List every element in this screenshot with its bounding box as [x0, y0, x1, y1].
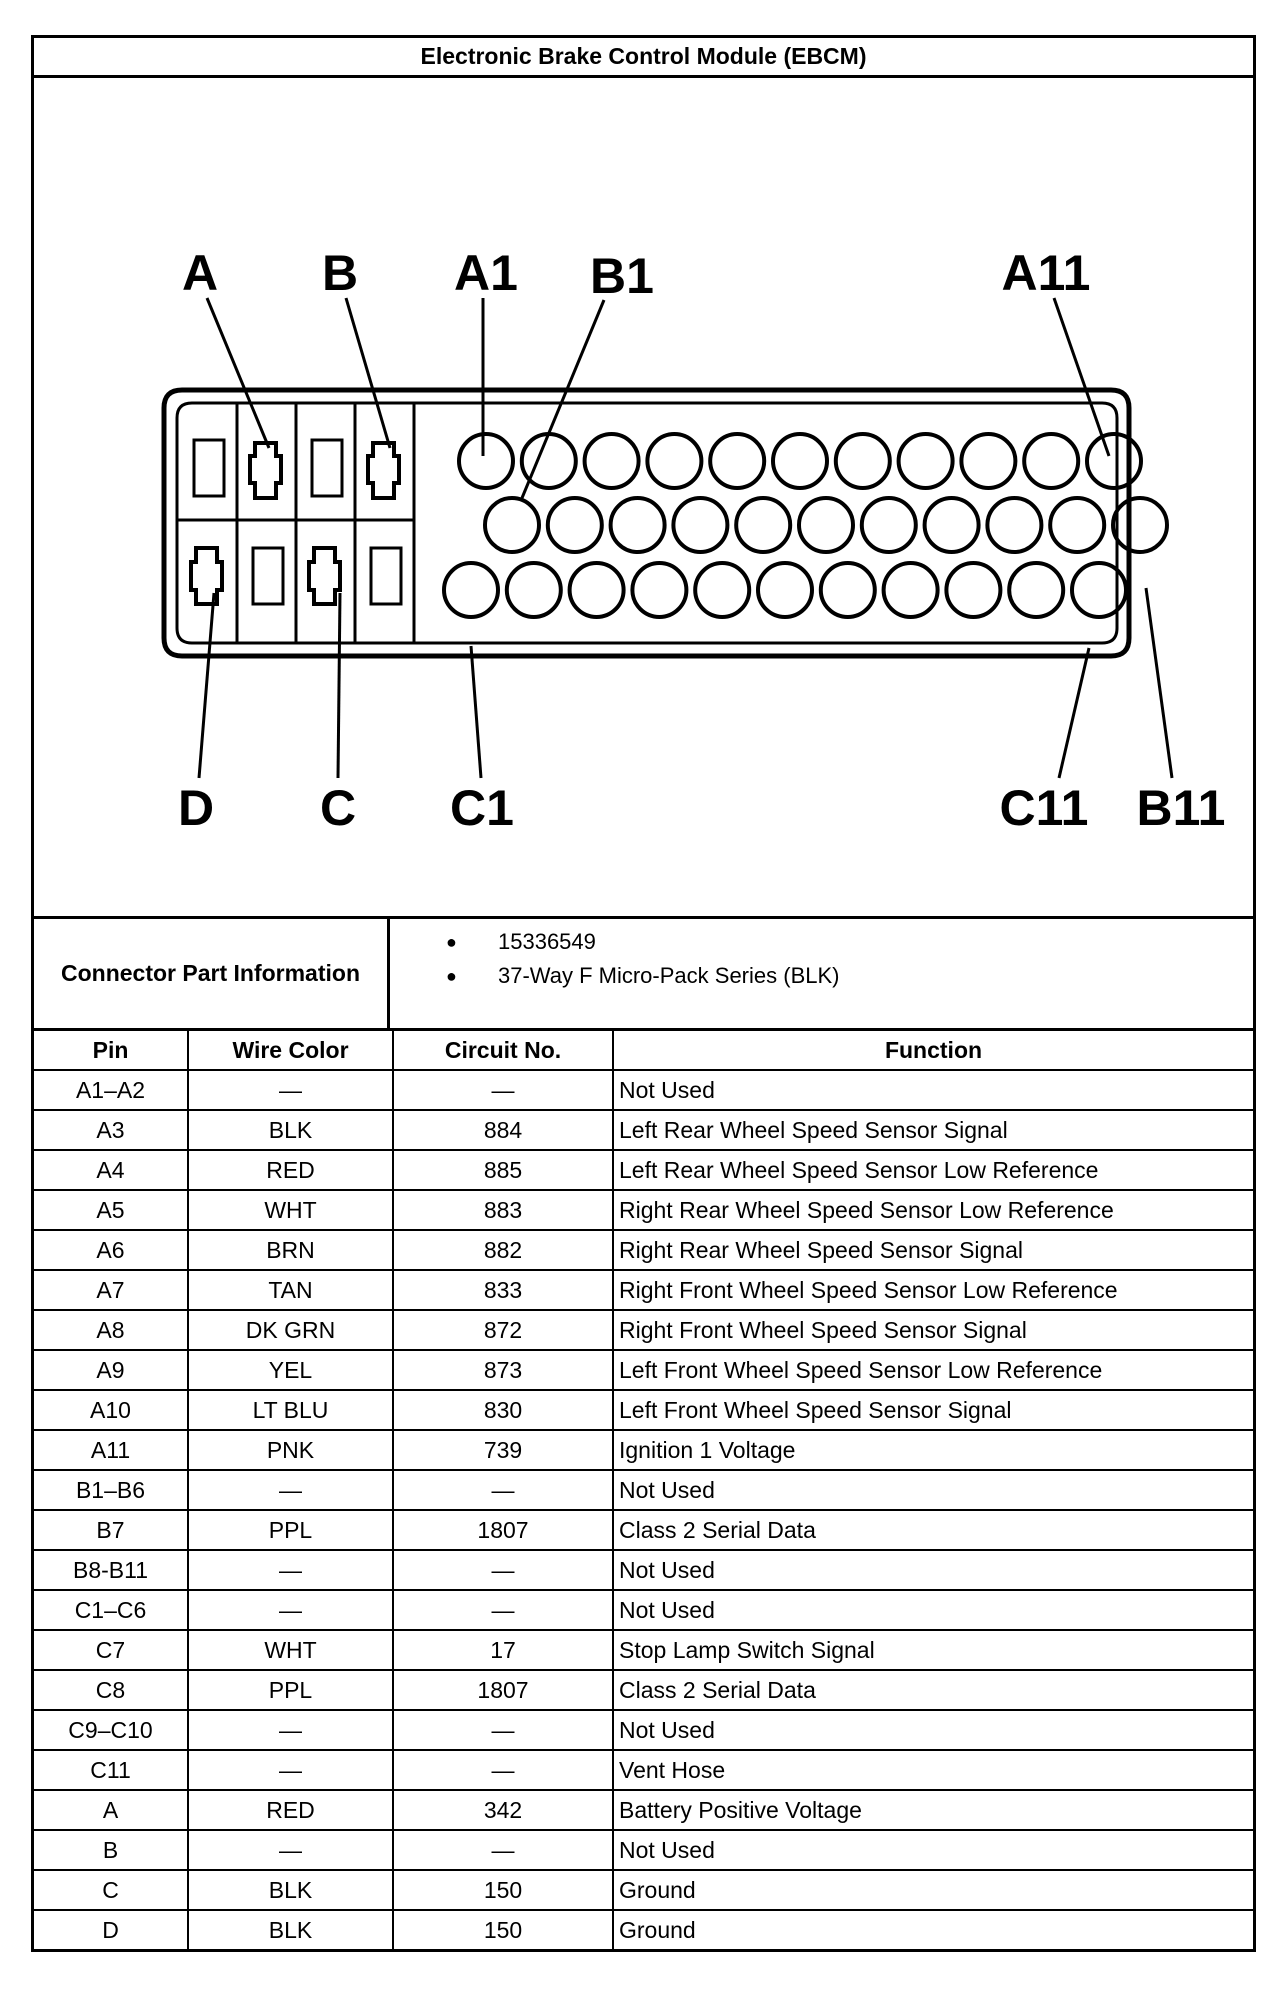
circuit-cell: 883 [393, 1190, 613, 1230]
pin-cavity [1009, 563, 1063, 617]
connector-diagram [34, 78, 1253, 916]
pin-cavity [695, 563, 749, 617]
table-row [34, 1430, 1253, 1470]
circuit-cell: — [393, 1470, 613, 1510]
pin-cell: C1–C6 [34, 1590, 188, 1630]
pin-cell: D [34, 1910, 188, 1949]
pin-cavity [485, 498, 539, 552]
wire-color-cell: WHT [188, 1190, 393, 1230]
callout-a: A [181, 245, 219, 301]
leader-c [338, 593, 340, 778]
table-row [34, 1150, 1253, 1190]
pin-cavity [773, 434, 827, 488]
function-cell: Class 2 Serial Data [613, 1510, 1253, 1550]
pin-cell: C7 [34, 1630, 188, 1670]
callout-a1: A1 [454, 245, 518, 301]
function-cell: Left Rear Wheel Speed Sensor Signal [613, 1110, 1253, 1150]
table-row [34, 1630, 1253, 1670]
pin-cell: A5 [34, 1190, 188, 1230]
leader-d [199, 593, 214, 778]
pin-cavity [925, 498, 979, 552]
pin-cavity [570, 563, 624, 617]
pin-cell: A [34, 1790, 188, 1830]
table-row [34, 1070, 1253, 1110]
pinout-table [34, 1031, 1253, 1949]
pin-cell: A3 [34, 1110, 188, 1150]
pin-cavity [961, 434, 1015, 488]
wire-color-cell: BLK [188, 1910, 393, 1949]
pin-cell: B1–B6 [34, 1470, 188, 1510]
pin-cavity [946, 563, 1000, 617]
circuit-cell: 342 [393, 1790, 613, 1830]
leader-b [346, 298, 390, 448]
table-row [34, 1350, 1253, 1390]
circuit-cell: — [393, 1550, 613, 1590]
table-row [34, 1710, 1253, 1750]
circuit-cell: 17 [393, 1630, 613, 1670]
function-cell: Not Used [613, 1470, 1253, 1510]
wire-color-cell: BLK [188, 1870, 393, 1910]
header-circuit-no: Circuit No. [393, 1031, 613, 1070]
wire-color-cell: — [188, 1750, 393, 1790]
table-row [34, 1550, 1253, 1590]
table-header-row [34, 1031, 1253, 1070]
pin-cavity [611, 498, 665, 552]
wire-color-cell: LT BLU [188, 1390, 393, 1430]
terminal-a [250, 443, 281, 498]
table-row [34, 1670, 1253, 1710]
terminal-d [191, 548, 222, 604]
leader-c1 [471, 646, 481, 778]
pin-cell: A8 [34, 1310, 188, 1350]
connector-part-information [34, 916, 1253, 1031]
wire-color-cell: PPL [188, 1670, 393, 1710]
table-row [34, 1750, 1253, 1790]
leader-b1 [522, 300, 604, 498]
function-cell: Right Front Wheel Speed Sensor Low Reference [613, 1270, 1253, 1310]
table-row [34, 1870, 1253, 1910]
circuit-cell: 884 [393, 1110, 613, 1150]
table-row [34, 1230, 1253, 1270]
pin-cavity [758, 563, 812, 617]
function-cell: Right Rear Wheel Speed Sensor Low Reference [613, 1190, 1253, 1230]
connector-series: 37-Way F Micro-Pack Series (BLK) [498, 963, 840, 988]
circuit-cell: 1807 [393, 1670, 613, 1710]
function-cell: Not Used [613, 1070, 1253, 1110]
circuit-cell: 882 [393, 1230, 613, 1270]
function-cell: Ignition 1 Voltage [613, 1430, 1253, 1470]
pin-cavity [799, 498, 853, 552]
table-row [34, 1390, 1253, 1430]
callout-b: B [321, 245, 359, 301]
pin-cavity [862, 498, 916, 552]
function-cell: Left Front Wheel Speed Sensor Low Reference [613, 1350, 1253, 1390]
pin-cell: A10 [34, 1390, 188, 1430]
wire-color-cell: BRN [188, 1230, 393, 1270]
pin-cell: A4 [34, 1150, 188, 1190]
table-row [34, 1510, 1253, 1550]
wire-color-cell: — [188, 1710, 393, 1750]
pin-cavity [1087, 434, 1141, 488]
table-row [34, 1830, 1253, 1870]
connector-info-item [390, 925, 839, 959]
callout-a11: A11 [1001, 245, 1091, 301]
wire-color-cell: — [188, 1590, 393, 1630]
callout-b11: B11 [1136, 780, 1226, 836]
callout-b1: B1 [590, 248, 654, 304]
wire-color-cell: BLK [188, 1110, 393, 1150]
function-cell: Battery Positive Voltage [613, 1790, 1253, 1830]
pin-cell: B [34, 1830, 188, 1870]
pin-cavity [507, 563, 561, 617]
function-cell: Right Rear Wheel Speed Sensor Signal [613, 1230, 1253, 1270]
function-cell: Not Used [613, 1830, 1253, 1870]
pin-cavity [821, 563, 875, 617]
circuit-cell: — [393, 1750, 613, 1790]
header-function: Function [613, 1031, 1253, 1070]
pin-cell: C8 [34, 1670, 188, 1710]
pin-cell: A1–A2 [34, 1070, 188, 1110]
table-row [34, 1470, 1253, 1510]
pin-cavity [548, 498, 602, 552]
pin-cavity [647, 434, 701, 488]
callout-c: C [319, 780, 357, 836]
pin-cell: B8-B11 [34, 1550, 188, 1590]
circuit-cell: 150 [393, 1870, 613, 1910]
wire-color-cell: PNK [188, 1430, 393, 1470]
circuit-cell: 150 [393, 1910, 613, 1949]
leader-c11 [1059, 648, 1089, 778]
function-cell: Right Front Wheel Speed Sensor Signal [613, 1310, 1253, 1350]
circuit-cell: 885 [393, 1150, 613, 1190]
table-row [34, 1790, 1253, 1830]
circuit-cell: 739 [393, 1430, 613, 1470]
pin-cell: A11 [34, 1430, 188, 1470]
header-wire-color: Wire Color [188, 1031, 393, 1070]
wire-color-cell: YEL [188, 1350, 393, 1390]
circuit-cell: 833 [393, 1270, 613, 1310]
function-cell: Ground [613, 1910, 1253, 1949]
pin-cell: A9 [34, 1350, 188, 1390]
pin-row-a [459, 434, 1141, 488]
table-row [34, 1910, 1253, 1949]
pin-cavity [673, 498, 727, 552]
function-cell: Not Used [613, 1550, 1253, 1590]
circuit-cell: — [393, 1070, 613, 1110]
pin-cavity [710, 434, 764, 488]
function-cell: Class 2 Serial Data [613, 1670, 1253, 1710]
pin-cell: A7 [34, 1270, 188, 1310]
pin-cavity [585, 434, 639, 488]
connector-info-item [390, 959, 839, 993]
circuit-cell: — [393, 1830, 613, 1870]
terminal-b [368, 443, 399, 498]
bullet-icon: ● [446, 932, 457, 952]
table-row [34, 1270, 1253, 1310]
terminal-c [309, 548, 340, 604]
circuit-cell: — [393, 1590, 613, 1630]
table-row [34, 1190, 1253, 1230]
wire-color-cell: — [188, 1070, 393, 1110]
function-cell: Not Used [613, 1710, 1253, 1750]
wire-color-cell: RED [188, 1150, 393, 1190]
pin-cavity [459, 434, 513, 488]
callout-c1: C1 [450, 780, 514, 836]
wire-color-cell: DK GRN [188, 1310, 393, 1350]
callout-c11: C11 [999, 780, 1089, 836]
sheet-title: Electronic Brake Control Module (EBCM) [34, 38, 1253, 78]
header-pin: Pin [34, 1031, 188, 1070]
wire-color-cell: TAN [188, 1270, 393, 1310]
pin-cavity [1113, 498, 1167, 552]
pin-row-b [485, 498, 1167, 552]
pin-cell: A6 [34, 1230, 188, 1270]
pin-cavity [899, 434, 953, 488]
function-cell: Left Rear Wheel Speed Sensor Low Reference [613, 1150, 1253, 1190]
pin-cavity [736, 498, 790, 552]
circuit-cell: 872 [393, 1310, 613, 1350]
function-cell: Left Front Wheel Speed Sensor Signal [613, 1390, 1253, 1430]
function-cell: Not Used [613, 1590, 1253, 1630]
table-row [34, 1110, 1253, 1150]
connector-face-drawing [34, 78, 1253, 916]
pin-cavity [1050, 498, 1104, 552]
function-cell: Vent Hose [613, 1750, 1253, 1790]
callout-d: D [177, 780, 215, 836]
pin-cavity [987, 498, 1041, 552]
wire-color-cell: WHT [188, 1630, 393, 1670]
connector-info-label: Connector Part Information [34, 919, 390, 1028]
leader-b11 [1146, 588, 1172, 778]
leader-a11 [1054, 298, 1109, 456]
wire-color-cell: PPL [188, 1510, 393, 1550]
function-cell: Ground [613, 1870, 1253, 1910]
ebcm-sheet [31, 35, 1256, 1952]
connector-info-list [390, 925, 839, 993]
pin-cavity [1024, 434, 1078, 488]
circuit-cell: — [393, 1710, 613, 1750]
table-row [34, 1590, 1253, 1630]
pin-row-c [444, 563, 1126, 617]
wire-color-cell: — [188, 1470, 393, 1510]
wire-color-cell: — [188, 1830, 393, 1870]
circuit-cell: 830 [393, 1390, 613, 1430]
pin-cavity [444, 563, 498, 617]
circuit-cell: 873 [393, 1350, 613, 1390]
function-cell: Stop Lamp Switch Signal [613, 1630, 1253, 1670]
wire-color-cell: — [188, 1550, 393, 1590]
wire-color-cell: RED [188, 1790, 393, 1830]
leader-lines [199, 298, 1172, 778]
pin-cavity [884, 563, 938, 617]
bullet-icon: ● [446, 966, 457, 986]
table-row [34, 1310, 1253, 1350]
part-number: 15336549 [498, 929, 596, 954]
circuit-cell: 1807 [393, 1510, 613, 1550]
pin-cell: C9–C10 [34, 1710, 188, 1750]
pin-cell: C11 [34, 1750, 188, 1790]
pin-cavity [632, 563, 686, 617]
pin-cell: C [34, 1870, 188, 1910]
pin-cell: B7 [34, 1510, 188, 1550]
pin-cavity [836, 434, 890, 488]
